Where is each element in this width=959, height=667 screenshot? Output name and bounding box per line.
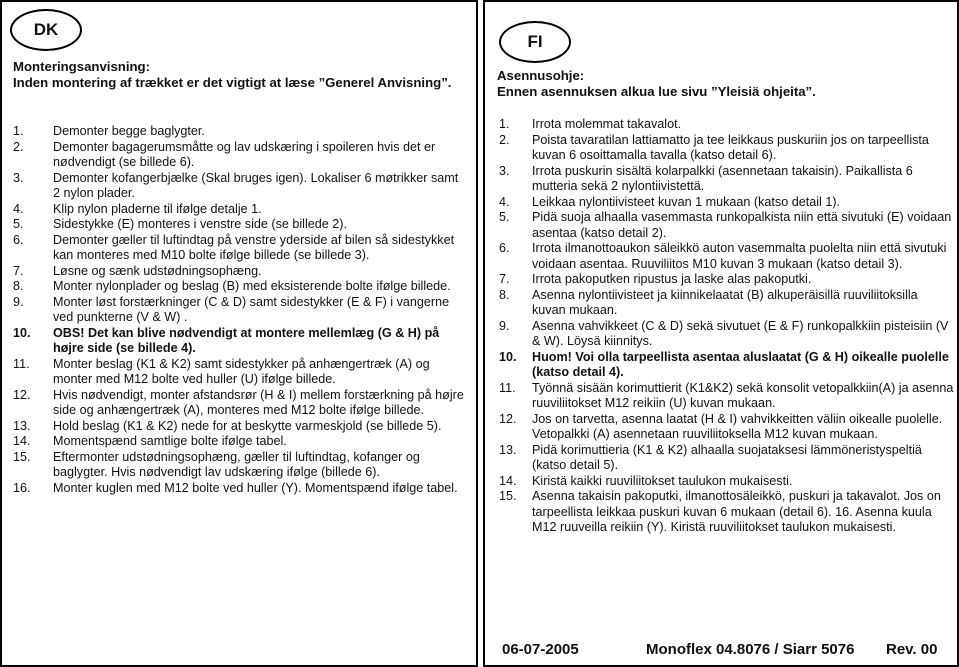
- item-number: 13.: [499, 442, 517, 457]
- item-number: 9.: [499, 318, 510, 333]
- item-number: 5.: [499, 210, 510, 224]
- item-text: Asenna vahvikkeet (C & D) sekä sivutuet (E & F) runkopalkkiin pisteisiin (V & W). Löysä kiinnitys.: [532, 318, 949, 348]
- item-number: 5.: [13, 217, 24, 231]
- item-number: 4.: [499, 194, 510, 209]
- item-number: 3.: [499, 163, 510, 178]
- item-text: Irrota molemmat takavalot.: [532, 117, 682, 131]
- item-text: Hold beslag (K1 & K2) nede for at beskytte varmeskjold (se billede 5).: [53, 418, 442, 433]
- item-text: Kiristä kaikki ruuviliitokset taulukon mukaisesti.: [532, 473, 793, 488]
- item-text: Poista tavaratilan lattiamatto ja tee leikkaus puskuriin jos on tarpeellista kuvan 6 osoittamalla tavalla (katso detail 6).: [532, 132, 929, 162]
- intro-fi: [497, 68, 952, 100]
- list-item: [13, 202, 468, 218]
- item-text: Monter løst forstærkninger (C & D) samt sidestykker (E & F) i vangerne ved punkterne (V & W) .: [53, 294, 450, 324]
- list-item: [13, 295, 468, 326]
- item-text: Momentspænd samtlige bolte ifølge tabel.: [53, 434, 287, 448]
- list-item: [499, 288, 954, 319]
- list-item: [13, 233, 468, 264]
- item-text: Asenna nylontiivisteet ja kiinnikelaatat (B) alkuperäisillä ruuviliitoksilla kuvan mukaan.: [532, 287, 918, 317]
- list-item: [13, 357, 468, 388]
- item-number: 15.: [13, 449, 31, 464]
- list-item: [499, 195, 954, 211]
- item-number: 12.: [13, 387, 31, 402]
- item-text: Løsne og sænk udstødningsophæng.: [53, 263, 262, 278]
- item-number: 2.: [13, 139, 24, 154]
- item-number: 6.: [13, 232, 24, 247]
- list-item: [499, 272, 954, 288]
- list-item: [499, 210, 954, 241]
- item-number: 8.: [499, 287, 510, 302]
- intro-heading: Monteringsanvisning:: [13, 59, 151, 74]
- footer-revision: Rev. 00: [886, 641, 938, 658]
- footer-date: 06-07-2005: [502, 641, 579, 658]
- item-text: Demonter bagagerumsmåtte og lav udskæring i spoileren hvis det er nødvendigt (se billede 6).: [53, 139, 436, 169]
- language-badge-fi: FI: [499, 21, 571, 63]
- list-item: [499, 381, 954, 412]
- footer: [494, 641, 952, 661]
- item-text: Pidä suoja alhaalla vasemmasta runkopalkista niin että sivutuki (E) voidaan asentaa (katso detail 2).: [532, 210, 952, 240]
- item-text: OBS! Det kan blive nødvendigt at montere mellemlæg (G & H) på højre side (se billede 4).: [53, 325, 440, 355]
- item-number: 11.: [499, 380, 516, 395]
- right-column-fi: [483, 0, 959, 667]
- instruction-list-dk: [13, 124, 468, 496]
- item-number: 8.: [13, 279, 24, 293]
- list-item: [13, 171, 468, 202]
- item-number: 1.: [499, 117, 510, 131]
- item-number: 14.: [13, 434, 31, 448]
- item-text: Demonter begge baglygter.: [53, 124, 205, 138]
- item-text: Demonter kofangerbjælke (Skal bruges igen). Lokaliser 6 møtrikker samt 2 nylon plader.: [53, 170, 459, 200]
- item-text: Pidä korimuttieria (K1 & K2) alhaalla suojataksesi lämmöneristyspeltiä (katso detail 5).: [532, 442, 922, 472]
- footer-product: Monoflex 04.8076 / Siarr 5076: [646, 641, 855, 658]
- intro-text: Ennen asennuksen alkua lue sivu ”Yleisiä ohjeita”.: [497, 84, 816, 99]
- item-text: Työnnä sisään korimuttierit (K1&K2) sekä konsolit vetopalkkiin(A) ja asenna ruuviliitokset M12 reikiin (U) kuvan mukaan.: [532, 380, 954, 410]
- list-item: [13, 481, 468, 497]
- list-item: [499, 319, 954, 350]
- item-number: 4.: [13, 201, 24, 216]
- list-item: [499, 117, 954, 133]
- item-text: Eftermonter udstødningsophæng, gæller til luftindtag, kofanger og baglygter. Hvis nødvendigt lav udskæring ifølge (billede 6).: [53, 449, 420, 479]
- list-item: [13, 124, 468, 140]
- item-text: Irrota puskurin sisältä kolarpalkki (asennetaan takaisin). Paikallista 6 mutteria sekä 2 nylontiivistettä.: [532, 163, 913, 193]
- item-number: 3.: [13, 170, 24, 185]
- list-item: [499, 412, 954, 443]
- item-number: 16.: [13, 480, 31, 495]
- item-number: 7.: [499, 272, 510, 286]
- item-number: 11.: [13, 356, 30, 371]
- item-number: 14.: [499, 473, 517, 488]
- list-item: [499, 164, 954, 195]
- item-number: 13.: [13, 418, 31, 433]
- list-item: [499, 443, 954, 474]
- list-item: [13, 434, 468, 450]
- list-item: [499, 350, 954, 381]
- item-number: 9.: [13, 294, 24, 309]
- list-item: [13, 326, 468, 357]
- language-badge-dk: DK: [10, 9, 82, 51]
- instruction-list-fi: [499, 117, 954, 536]
- list-item: [13, 140, 468, 171]
- item-text: Irrota ilmanottoaukon säleikkö auton vasemmalta puolelta niin että sivutuki voidaan asentaa. Ruuviliitos M10 kuvan 3 mukaan (katso detail 3).: [532, 241, 947, 271]
- list-item: [499, 241, 954, 272]
- list-item: [499, 133, 954, 164]
- item-text: Hvis nødvendigt, monter afstandsrør (H & I) mellem forstærkning på højre side og anhængertræk (A), monteres med M12 bolte ifølge billede.: [53, 387, 464, 417]
- item-text: Monter kuglen med M12 bolte ved huller (Y). Momentspænd ifølge tabel.: [53, 480, 458, 495]
- list-item: [13, 279, 468, 295]
- item-number: 2.: [499, 132, 510, 147]
- intro-text: Inden montering af trækket er det vigtigt at læse ”Generel Anvisning”.: [13, 75, 452, 90]
- list-item: [499, 489, 954, 536]
- left-column-dk: [0, 0, 478, 667]
- list-item: [13, 217, 468, 233]
- item-text: Monter beslag (K1 & K2) samt sidestykker på anhængertræk (A) og monter med M12 bolte ved huller (U) ifølge billede.: [53, 356, 430, 386]
- intro-dk: [13, 59, 463, 91]
- list-item: [13, 419, 468, 435]
- item-text: Irrota pakoputken ripustus ja laske alas pakoputki.: [532, 272, 812, 286]
- item-text: Klip nylon pladerne til ifølge detalje 1.: [53, 201, 262, 216]
- item-text: Jos on tarvetta, asenna laatat (H & I) vahvikkeitten väliin oikealle puolelle. Vetopalkki (A) asennetaan ruuviliitoksella M12 kuvan mukaan.: [532, 411, 943, 441]
- item-text: Huom! Voi olla tarpeellista asentaa aluslaatat (G & H) oikealle puolelle (katso detail 4).: [532, 349, 949, 379]
- list-item: [13, 388, 468, 419]
- item-number: 12.: [499, 411, 517, 426]
- intro-heading: Asennusohje:: [497, 68, 585, 83]
- item-text: Asenna takaisin pakoputki, ilmanottosäleikkö, puskuri ja takavalot. Jos on tarpeellista leikkaa puskuri kuvan 6 mukaan (detail 6). 16. Asenna kuula M12 ruuveilla reikiin (Y). Kiristä ruuviliitokset taulukon mukaisesti.: [532, 489, 941, 534]
- item-number: 1.: [13, 124, 24, 138]
- list-item: [13, 450, 468, 481]
- item-text: Leikkaa nylontiivisteet kuvan 1 mukaan (katso detail 1).: [532, 194, 841, 209]
- item-number: 15.: [499, 489, 517, 503]
- item-text: Demonter gæller til luftindtag på venstre yderside af bilen så sidestykket kan monteres med M10 bolte ifølge billede (se billede 3).: [53, 232, 455, 262]
- item-number: 10.: [13, 325, 31, 340]
- item-number: 6.: [499, 241, 510, 255]
- item-number: 7.: [13, 263, 24, 278]
- item-number: 10.: [499, 349, 517, 364]
- item-text: Sidestykke (E) monteres i venstre side (se billede 2).: [53, 217, 347, 231]
- item-text: Monter nylonplader og beslag (B) med eksisterende bolte ifølge billede.: [53, 279, 451, 293]
- list-item: [13, 264, 468, 280]
- list-item: [499, 474, 954, 490]
